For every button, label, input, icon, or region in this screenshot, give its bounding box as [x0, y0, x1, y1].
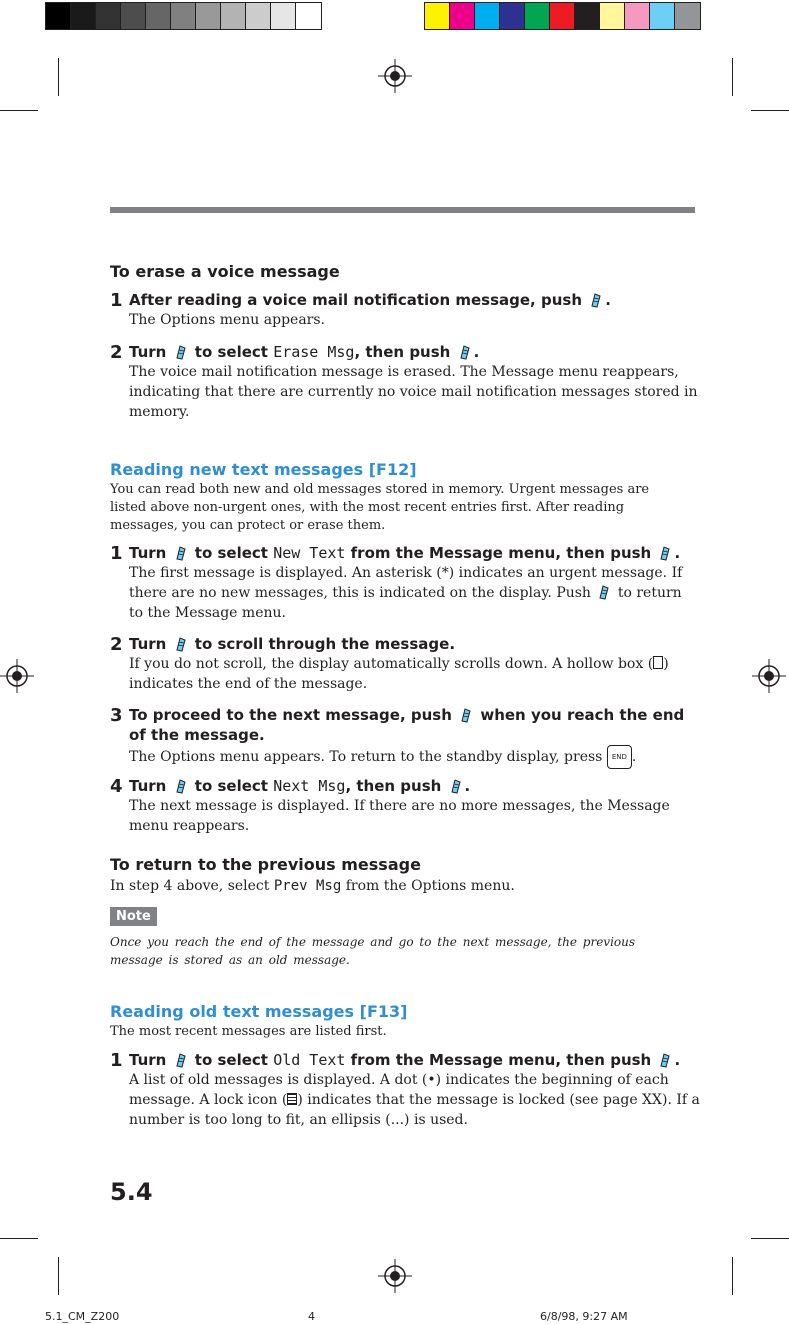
note-text: Once you reach the end of the message and go to the next message, the previous message is stored as an old message. [110, 935, 636, 967]
step-instruction: To proceed to the next message, push when you reach the end of the message. [129, 706, 685, 744]
color-swatch [675, 3, 700, 29]
crop-mark [751, 110, 789, 111]
step-number: 4 [110, 776, 123, 797]
nav-key-icon [174, 545, 188, 561]
lcd-menu-item: Old Text [273, 1051, 346, 1069]
color-swatch [500, 3, 525, 29]
step-result: If you do not scroll, the display automatically scrolls down. A hollow box ( ) indicates the end of the message. [129, 656, 669, 692]
color-swatch [450, 3, 475, 29]
nav-key-icon [597, 584, 611, 600]
nav-key-icon [174, 636, 188, 652]
nav-key-icon [658, 545, 672, 561]
step-instruction: After reading a voice mail notification message, push . [129, 291, 611, 309]
new-text-step-1 [110, 543, 700, 623]
color-swatch [46, 3, 71, 29]
color-swatch [196, 3, 221, 29]
color-swatch [296, 3, 321, 29]
note-badge: Note [110, 907, 157, 926]
step-instruction: Turn to select Erase Msg, then push . [129, 343, 480, 361]
color-swatch [650, 3, 675, 29]
nav-key-icon [174, 344, 188, 360]
process-color-bar [424, 2, 701, 30]
erase-step-1 [110, 290, 700, 330]
lcd-menu-item: Erase Msg [273, 343, 355, 361]
step-instruction: Turn to scroll through the message. [129, 635, 456, 653]
registration-mark-icon [378, 59, 412, 93]
old-text-step-1 [110, 1050, 700, 1130]
new-text-step-4 [110, 776, 700, 836]
crop-mark [732, 1257, 733, 1295]
new-text-intro: You can read both new and old messages stored in memory. Urgent messages are listed above non-urgent ones, with the most recent entries first. After reading messages, you can protect or erase them. [110, 482, 650, 533]
registration-mark-icon [752, 659, 786, 693]
erase-heading: To erase a voice message [110, 262, 340, 281]
step-number: 2 [110, 634, 123, 655]
footer-file-name: 5.1_CM_Z200 [45, 1310, 120, 1323]
crop-mark [58, 1257, 59, 1295]
grayscale-color-bar [45, 2, 322, 30]
footer-date: 6/8/98, 9:27 AM [540, 1310, 628, 1323]
new-text-step-3 [110, 705, 700, 769]
step-result: A list of old messages is displayed. A dot (•) indicates the beginning of each message. A lock icon ( ) indicates that the message is locked (see page XX). If a number is too long to fit, an ellipsis (...) is used. [129, 1072, 700, 1128]
nav-key-icon [589, 292, 603, 308]
lcd-menu-item: Prev Msg [273, 878, 342, 894]
step-result: The next message is displayed. If there are no more messages, the Message menu reappears. [129, 798, 670, 834]
step-result: The Options menu appears. To return to the standby display, press END . [129, 745, 700, 769]
crop-mark [58, 58, 59, 96]
step-result: The first message is displayed. An asterisk (*) indicates an urgent message. If there are no new messages, this is indicated on the display. Push to return to the Message menu. [129, 565, 683, 621]
nav-key-icon [459, 707, 473, 723]
step-number: 3 [110, 705, 123, 726]
color-swatch [246, 3, 271, 29]
color-swatch [550, 3, 575, 29]
previous-message-heading: To return to the previous message [110, 855, 421, 874]
color-swatch [575, 3, 600, 29]
erase-step-2 [110, 342, 700, 422]
page-number: 5.4 [110, 1178, 153, 1206]
color-swatch [600, 3, 625, 29]
previous-message-text: In step 4 above, select Prev Msg from the Options menu. [110, 878, 515, 894]
color-swatch [475, 3, 500, 29]
color-swatch [525, 3, 550, 29]
lock-icon [287, 1093, 297, 1105]
color-swatch [221, 3, 246, 29]
color-swatch [146, 3, 171, 29]
step-result: The voice mail notification message is erased. The Message menu reappears, indicating that there are currently no voice mail notification messages stored in memory. [129, 364, 698, 420]
lcd-menu-item: New Text [273, 544, 346, 562]
color-swatch [625, 3, 650, 29]
step-number: 1 [110, 1050, 123, 1071]
nav-key-icon [458, 344, 472, 360]
registration-mark-icon [0, 659, 34, 693]
nav-key-icon [658, 1052, 672, 1068]
hollow-box-icon [653, 656, 663, 669]
step-number: 1 [110, 290, 123, 311]
footer-page: 4 [308, 1310, 315, 1323]
lcd-menu-item: Next Msg [273, 777, 346, 795]
crop-mark [751, 1238, 789, 1239]
old-text-heading: Reading old text messages [F13] [110, 1002, 408, 1021]
step-number: 1 [110, 543, 123, 564]
color-swatch [96, 3, 121, 29]
color-swatch [121, 3, 146, 29]
registration-mark-icon [378, 1259, 412, 1293]
new-text-heading: Reading new text messages [F12] [110, 460, 417, 479]
nav-key-icon [174, 778, 188, 794]
step-number: 2 [110, 342, 123, 363]
new-text-step-2 [110, 634, 700, 694]
old-text-intro: The most recent messages are listed first. [110, 1024, 387, 1039]
color-swatch [171, 3, 196, 29]
crop-mark [732, 58, 733, 96]
color-swatch [425, 3, 450, 29]
color-swatch [271, 3, 296, 29]
crop-mark [0, 110, 38, 111]
nav-key-icon [449, 778, 463, 794]
nav-key-icon [174, 1052, 188, 1068]
step-instruction: Turn to select Old Text from the Message menu, then push . [129, 1051, 681, 1069]
color-swatch [71, 3, 96, 29]
step-instruction: Turn to select New Text from the Message menu, then push . [129, 544, 681, 562]
end-key-icon: END [607, 745, 632, 769]
crop-mark [0, 1238, 38, 1239]
step-result: The Options menu appears. [129, 312, 325, 328]
header-rule [110, 207, 695, 213]
step-instruction: Turn to select Next Msg, then push . [129, 777, 471, 795]
